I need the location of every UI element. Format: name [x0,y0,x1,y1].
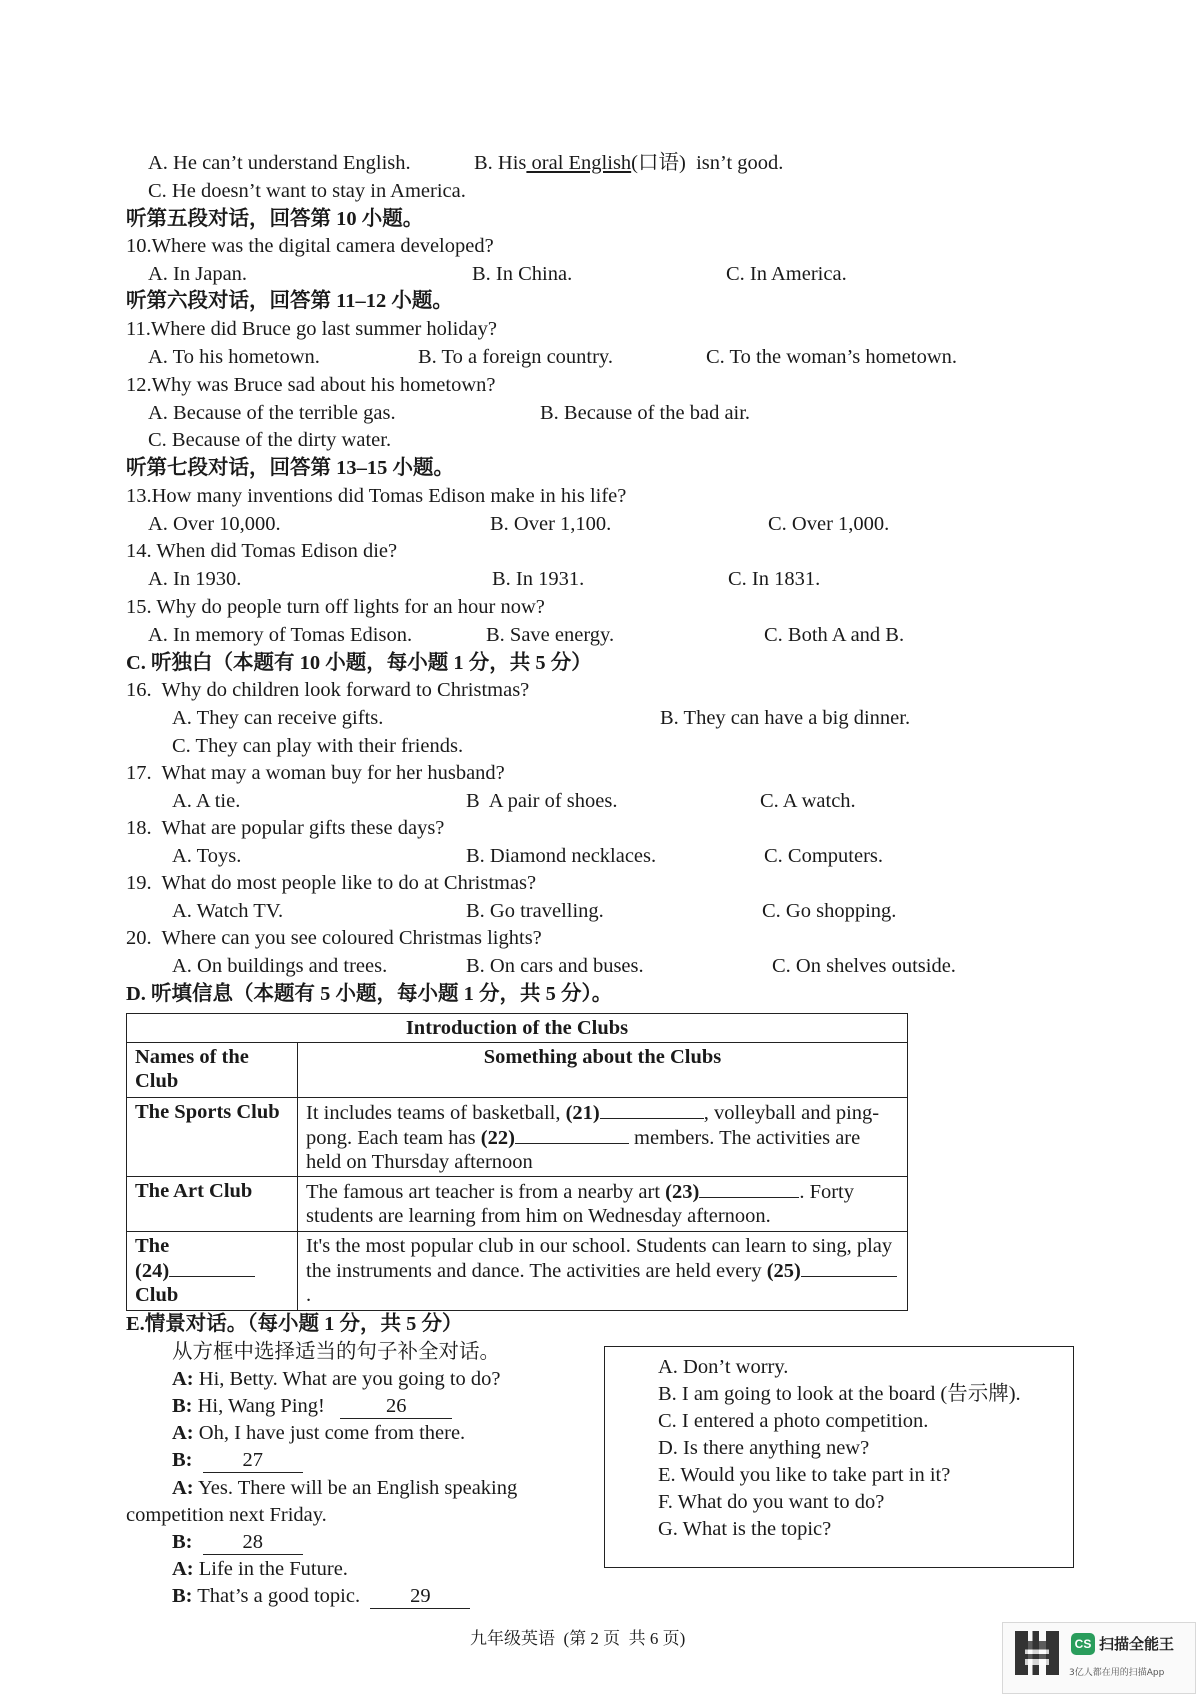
q19-option-c: C. Go shopping. [762,900,897,922]
dialog-line-5-cont: competition next Friday. [126,1504,327,1526]
blank-21 [600,1100,704,1119]
dialog-line-8 [172,1584,470,1609]
dialog-line-5 [172,1476,517,1500]
dialog-text-5: Yes. There will be an English speaking [193,1477,518,1499]
q13-question: 13.How many inventions did Tomas Edison make in his life? [126,485,627,507]
section-c-heading: C. 听独白（本题有 10 小题，每小题 1 分，共 5 分） [126,652,592,674]
sports-text-1: It includes teams of basketball, [306,1102,566,1124]
option-b: B. I am going to look at the board (告示牌). [658,1383,1021,1405]
dialog-text-1: Hi, Betty. What are you going to do? [193,1368,501,1390]
q16-option-a: A. They can receive gifts. [172,707,384,729]
speaker-b: B: [172,1531,193,1553]
section-d-heading: D. 听填信息（本题有 5 小题，每小题 1 分，共 5 分）。 [126,983,613,1005]
dialog-text-7: Life in the Future. [193,1558,348,1580]
q14-option-a: A. In 1930. [148,568,242,590]
q17-option-a: A. A tie. [172,790,241,812]
q10-question: 10.Where was the digital camera developed? [126,235,494,257]
dialog-line-6 [172,1530,303,1555]
q15-option-b: B. Save energy. [486,624,615,646]
option-c: C. I entered a photo competition. [658,1410,929,1432]
page-footer: 九年级英语 (第 2 页 共 6 页) [470,1629,686,1648]
q14-question: 14. When did Tomas Edison die? [126,540,398,562]
blank-23-label: (23) [665,1181,700,1203]
speaker-b: B: [172,1395,193,1417]
sports-text-3: members. The activities are held on Thursday afternoon [306,1127,861,1173]
blank-23 [699,1179,799,1198]
club-name-sports: The Sports Club [127,1098,298,1177]
options-box [604,1346,1074,1568]
table-row [127,1177,908,1232]
q10-option-c: C. In America. [726,263,847,285]
q20-option-c: C. On shelves outside. [772,955,956,977]
table-row [127,1098,908,1177]
option-f: F. What do you want to do? [658,1491,885,1513]
club-name-art: The Art Club [127,1177,298,1232]
q19-question: 19. What do most people like to do at Christmas? [126,872,537,894]
club-description-third [298,1232,908,1311]
speaker-a: A: [172,1477,194,1499]
q9-option-b-underlined: oral English [526,152,632,174]
blank-26: 26 [340,1394,452,1419]
q9-option-a: A. He can’t understand English. [148,152,411,174]
q20-option-b: B. On cars and buses. [466,955,644,977]
qr-code-icon [1015,1631,1059,1675]
blank-24-label: (24) [135,1260,170,1282]
q18-option-a: A. Toys. [172,845,242,867]
q12-option-c: C. Because of the dirty water. [148,429,392,451]
option-e: E. Would you like to take part in it? [658,1464,951,1486]
scanner-tagline: 3亿人都在用的扫描App [1069,1668,1165,1678]
option-d: D. Is there anything new? [658,1437,870,1459]
q9-option-b-suffix: (口语) isn’t good. [631,152,784,174]
q11-option-a: A. To his hometown. [148,346,320,368]
dialog-line-1 [172,1367,501,1391]
speaker-a: A: [172,1558,194,1580]
q14-option-b: B. In 1931. [492,568,585,590]
q18-option-b: B. Diamond necklaces. [466,845,657,867]
q11-option-b: B. To a foreign country. [418,346,613,368]
blank-24 [169,1258,255,1277]
camscanner-logo-icon: CS [1071,1633,1095,1655]
q13-option-a: A. Over 10,000. [148,513,281,535]
q11-option-c: C. To the woman’s hometown. [706,346,958,368]
q16-question: 16. Why do children look forward to Christmas? [126,679,530,701]
third-club-word: Club [135,1284,179,1306]
column-header-description: Something about the Clubs [298,1043,908,1098]
q18-option-c: C. Computers. [764,845,884,867]
speaker-a: A: [172,1422,194,1444]
scanner-watermark [1002,1622,1196,1694]
q15-option-a: A. In memory of Tomas Edison. [148,624,413,646]
sports-text-2: , volleyball and ping-pong. Each team has [306,1102,880,1149]
q18-question: 18. What are popular gifts these days? [126,817,445,839]
clubs-table [126,1013,908,1311]
dialog-text-3: Oh, I have just come from there. [193,1422,466,1444]
column-header-club-name: Names of the Club [127,1043,298,1098]
blank-21-label: (21) [565,1102,600,1124]
blank-28: 28 [203,1530,303,1555]
q12-option-b: B. Because of the bad air. [540,402,751,424]
third-text-1: It's the most popular club in our school. Students can learn to sing, play the instruments and dance. The activities are held every [306,1235,893,1282]
q19-option-b: B. Go travelling. [466,900,604,922]
q20-option-a: A. On buildings and trees. [172,955,388,977]
table-header-row [127,1043,908,1098]
dialog-line-7 [172,1557,348,1581]
dialog-line-3 [172,1421,465,1445]
scanner-brand-name: 扫描全能王 [1099,1635,1175,1653]
dialog-text-2: Hi, Wang Ping! [192,1395,325,1417]
q17-question: 17. What may a woman buy for her husband? [126,762,505,784]
q14-option-c: C. In 1831. [728,568,821,590]
club-name-third [127,1232,298,1311]
speaker-b: B: [172,1449,193,1471]
blank-29: 29 [370,1584,470,1609]
option-g: G. What is the topic? [658,1518,832,1540]
blank-25 [801,1258,897,1277]
blank-22-label: (22) [480,1127,515,1149]
section-e-heading: E.情景对话。（每小题 1 分，共 5 分） [126,1313,463,1335]
dialog-line-2 [172,1394,452,1419]
speaker-a: A: [172,1368,194,1390]
q9-option-c: C. He doesn’t want to stay in America. [148,180,466,202]
club-description-sports [298,1098,908,1177]
section-e-instruction: 从方框中选择适当的句子补全对话。 [172,1341,500,1363]
table-title: Introduction of the Clubs [127,1014,908,1043]
q13-option-b: B. Over 1,100. [490,513,612,535]
q11-question: 11.Where did Bruce go last summer holiday? [126,318,497,340]
speaker-b: B: [172,1585,193,1607]
q10-option-a: A. In Japan. [148,263,248,285]
q9-option-b [474,151,783,175]
third-text-2: . [306,1284,312,1306]
q10-option-b: B. In China. [472,263,573,285]
q15-option-c: C. Both A and B. [764,624,905,646]
dialog-text-8: That’s a good topic. [192,1585,361,1607]
instruction-dialog-6: 听第六段对话，回答第 11–12 小题。 [126,290,453,312]
q9-option-b-prefix: B. His [474,152,527,174]
table-row [127,1232,908,1311]
dialog-line-4 [172,1448,303,1473]
blank-25-label: (25) [766,1260,801,1282]
q16-option-c: C. They can play with their friends. [172,735,464,757]
instruction-dialog-7: 听第七段对话，回答第 13–15 小题。 [126,457,454,479]
table-title-row [127,1014,908,1043]
q20-question: 20. Where can you see coloured Christmas lights? [126,927,542,949]
q16-option-b: B. They can have a big dinner. [660,707,911,729]
option-a: A. Don’t worry. [658,1356,789,1378]
instruction-dialog-5: 听第五段对话，回答第 10 小题。 [126,208,424,230]
blank-27: 27 [203,1448,303,1473]
q17-option-b: B A pair of shoes. [466,790,618,812]
q12-option-a: A. Because of the terrible gas. [148,402,396,424]
club-description-art [298,1177,908,1232]
art-text-2: . Forty students are learning from him on Wednesday afternoon. [306,1181,854,1227]
q12-question: 12.Why was Bruce sad about his hometown? [126,374,496,396]
q19-option-a: A. Watch TV. [172,900,284,922]
third-club-the: The [135,1235,170,1257]
art-text-1: The famous art teacher is from a nearby art [306,1181,666,1203]
q15-question: 15. Why do people turn off lights for an hour now? [126,596,545,618]
q13-option-c: C. Over 1,000. [768,513,890,535]
blank-22 [515,1125,629,1144]
q17-option-c: C. A watch. [760,790,856,812]
